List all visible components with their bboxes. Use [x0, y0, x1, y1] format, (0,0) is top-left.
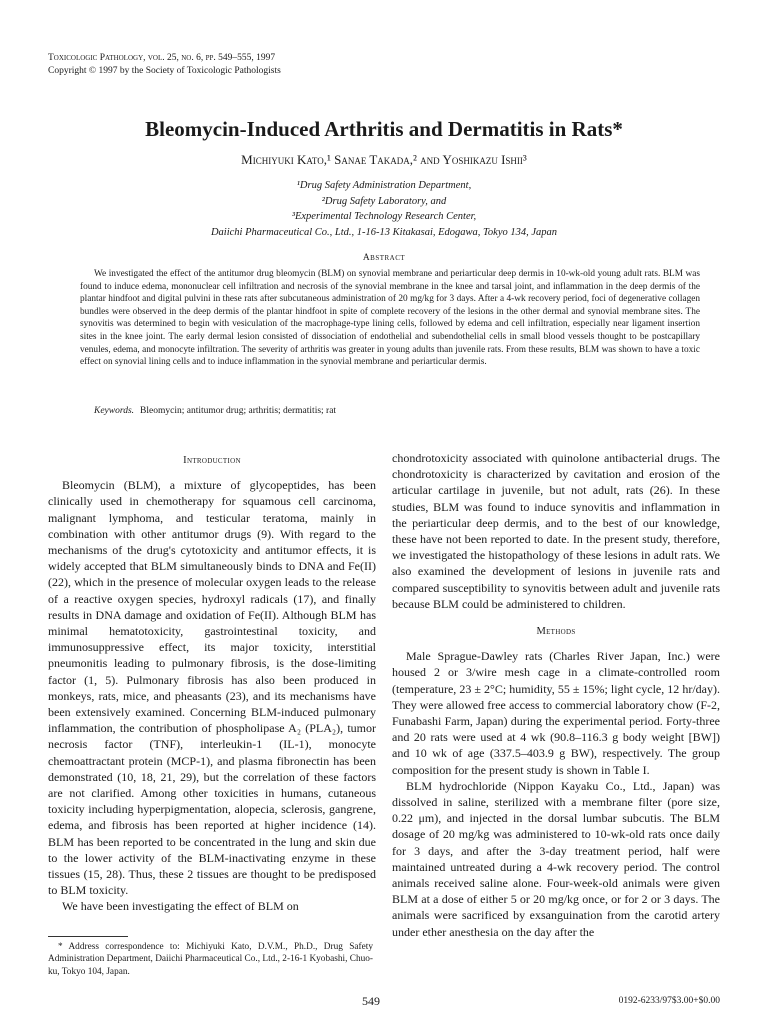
price-code: 0192-6233/97$3.00+$0.00	[618, 996, 720, 1006]
affiliation-line: ¹Drug Safety Administration Department,	[296, 180, 472, 191]
correspondence-footnote: * Address correspondence to: Michiyuki Kato, D.V.M., Ph.D., Drug Safety Administration Department, Daiichi Pharmaceutical Co., Ltd., 2-16-1 Kyobashi, Chuo-ku, Tokyo 104, Japan.	[48, 942, 373, 977]
affiliation-line: ²Drug Safety Laboratory, and	[321, 195, 447, 207]
affiliations	[0, 178, 768, 240]
methods-heading: Methods	[536, 626, 576, 638]
journal-citation: Toxicologic Pathology, vol. 25, no. 6, pp. 549–555, 1997	[48, 53, 276, 63]
keywords-text: Bleomycin; antitumor drug; arthritis; dermatitis; rat	[140, 406, 337, 416]
page-number: 549	[362, 994, 380, 1008]
body-paragraph: Male Sprague-Dawley rats (Charles River Japan, Inc.) were housed 2 or 3/wire mesh cage in a climate-controlled room (temperature, 23 ± 2°C; humidity, 55 ± 15%; light cycle, 12 hr/day). They were allowed free access to commercial laboratory chow (F-2, Funabashi Farm, Japan) during the experimental period. Forty-three and 20 rats were used at 4 wk (90.8–116.3 g body weight [BW]) and 10 wk of age (337.5–403.9 g BW), respectively. The group composition for the present study is shown in Table I.	[392, 649, 720, 777]
body-paragraph: chondrotoxicity associated with quinolone antibacterial drugs. The chondrotoxicity is characterized by cavitation and erosion of the articular cartilage in juvenile, but not adult, rats (26). In these studies, BLM was found to induce synovitis and inflammation in the periarticular deep dermis, and to the best of our knowledge, these have not been reported to date. In the present study, therefore, we investigated the histopathology of these lesions in adult rats. We also examined the development of lesions in juvenile rats and compared susceptibility to synovitis between adult and juvenile rats because BLM could be administered to children.	[392, 451, 720, 611]
body-paragraph: BLM hydrochloride (Nippon Kayaku Co., Ltd., Japan) was dissolved in saline, sterilized with a membrane filter (pore size, 0.22 μm), and injected in the dorsal lumbar subcutis. The BLM dosage of 20 mg/kg was administered to 10-wk-old rats once daily for 3 days, and after the 3-day treatment period, half were maintained untreated during a 4-wk recovery period. The control animals received saline alone. Four-week-old animals were given BLM at a dose of either 5 or 20 mg/kg once, or for 2 or 3 days. The animals were sacrificed by exsanguination from the carotid artery under ether anesthesia on the day after the	[392, 778, 720, 939]
abstract-heading: Abstract	[362, 253, 406, 263]
paper-title: Bleomycin-Induced Arthritis and Dermatitis in Rats*	[145, 117, 623, 141]
abstract-text: We investigated the effect of the antitumor drug bleomycin (BLM) on synovial membrane and periarticular deep dermis in 10-wk-old young adult rats. BLM was found to induce edema, mononuclear cell infiltration and necrosis of the synovial membrane in the knee and tarsal joint, and inflammation in the deep dermis of the plantar hindfoot and digital pulvini in these rats after subcutaneous administration of 20 mg/kg for 3 days. After a 4-wk recovery period, foci of degenerative collagen bundles were observed in the deep dermis of the plantar hindfoot in spite of complete recovery of the lesions in the other dermal and synovial membrane sites. The synovitis was determined to begin with vesiculation of the macrophage-type lining cells, followed by edema and cell infiltration, especially near ligament insertion sites in the knee joint. The early dermal lesion consisted of dissociation of endothelial and subendothelial cells in small blood vessels thought to be postcapillary venules, edema, and monocyte infiltration. The severity of arthritis was greater in young adults than juvenile rats. From these results, BLM was shown to have a toxic effect on synovial lining cells and to induce inflammation in the synovial membrane and periarticular dermis.	[80, 269, 700, 368]
author-list: Michiyuki Kato,¹ Sanae Takada,² and Yoshikazu Ishii³	[241, 152, 527, 167]
keywords-label: Keywords.	[94, 406, 135, 416]
right-column	[392, 450, 720, 940]
left-column	[48, 455, 376, 915]
affiliation-line: Daiichi Pharmaceutical Co., Ltd., 1-16-13 Kitakasai, Edogawa, Tokyo 134, Japan	[210, 226, 558, 238]
body-paragraph: Bleomycin (BLM), a mixture of glycopeptides, has been clinically used in chemotherapy for squamous cell carcinoma, malignant lymphoma, and testicular teratoma, mainly in combination with other antitumor drugs (9). With regard to the mechanisms of the drug's cytotoxicity and antitumor effects, it is widely accepted that BLM simultaneously binds to DNA and Fe(II) (22), which in the presence of molecular oxygen leads to the release of a reactive oxygen species, hydroxyl radicals (17), and finally results in DNA damage and oxidation of Fe(II). Although BLM has minimal hematotoxicity, gastrointestinal toxicity, and immunosuppressive effect, its major toxicity, interstitial pneumonitis leading to pulmonary fibrosis, is the dose-limiting factor (1, 5). Pulmonary fibrosis has also been produced in monkeys, rats, mice, and pheasants (23), and its mechanisms have been extensively examined. Concerning BLM-induced pulmonary inflammation, the contribution of phospholipase A₂ (PLA₂), tumor necrosis factor (TNF), interleukin-1 (IL-1), monocyte chemoattractant protein (MCP-1), and plasma fibronectin has been demonstrated (10, 18, 21, 29), but the correlation of these factors are not clarified. Among other toxicities in humans, cutaneous toxicity including hyperpigmentation, alopecia, sclerosis, gangrene, edema, and fibrosis has been reported at higher incidence (14). BLM has been reported to be concentrated in the lung and skin due to the lower activity of the BLM-inactivating enzyme in these tissues (15, 28). Thus, these 2 tissues are thought to be predisposed to BLM toxicity.	[48, 478, 376, 898]
journal-header	[48, 52, 281, 78]
introduction-heading: Introduction	[183, 455, 241, 466]
copyright-line: Copyright © 1997 by the Society of Toxicologic Pathologists	[48, 66, 281, 76]
footnote-rule	[48, 936, 128, 937]
keywords-line	[94, 406, 336, 416]
body-paragraph: We have been investigating the effect of BLM on	[62, 899, 299, 914]
affiliation-line: ³Experimental Technology Research Center,	[291, 211, 477, 222]
